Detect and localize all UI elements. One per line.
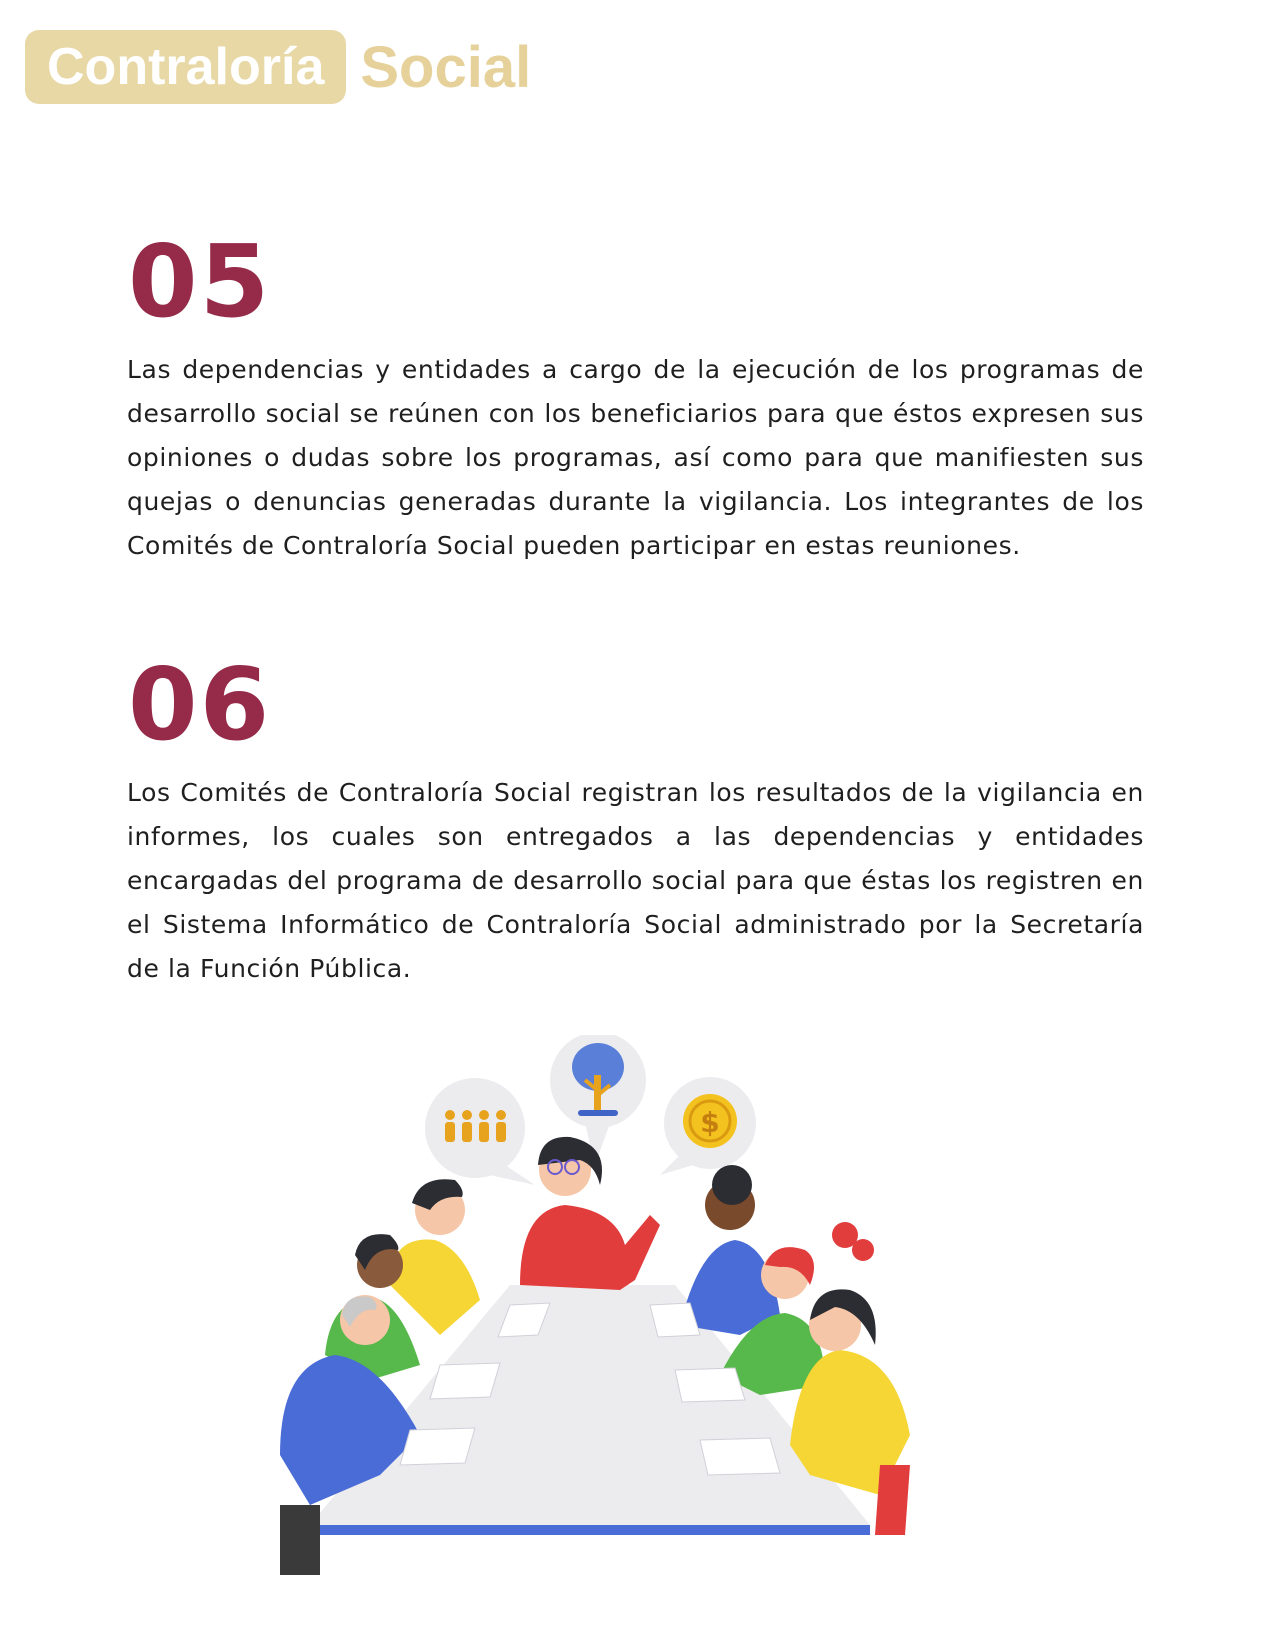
person-left-yellow [390, 1179, 480, 1335]
section-text-06: Los Comités de Contraloría Social registran los resultados de la vigilancia en informes, los cuales son entregados a las dependencias y entidades encargadas del programa de desarrollo social para que éstas los registren en el Sistema Informático de Contraloría Social administrado por la Secretaría de la Función Pública. [127, 778, 1144, 983]
header [25, 30, 531, 104]
svg-text:$: $ [700, 1106, 720, 1139]
section-number-05: 05 [128, 223, 272, 340]
section-text-05: Las dependencias y entidades a cargo de la ejecución de los programas de desarrollo social se reúnen con los beneficiarios para que éstos expresen sus opiniones o dudas sobre los programas, así como para que manifiesten sus quejas o denuncias generadas durante la vigilancia. Los integrantes de los Comités de Contraloría Social pueden participar en estas reuniones. [127, 355, 1144, 560]
dollar-coin-icon [683, 1094, 737, 1148]
speech-bubble-people [425, 1078, 535, 1185]
header-word: Social [360, 34, 532, 100]
meeting-illustration [280, 1035, 980, 1625]
speech-bubble-coin [660, 1077, 756, 1175]
section-number-06: 06 [128, 646, 272, 763]
header-badge: Contraloría [25, 30, 346, 104]
person-right-blue [680, 1165, 780, 1335]
person-leader [520, 1137, 660, 1290]
